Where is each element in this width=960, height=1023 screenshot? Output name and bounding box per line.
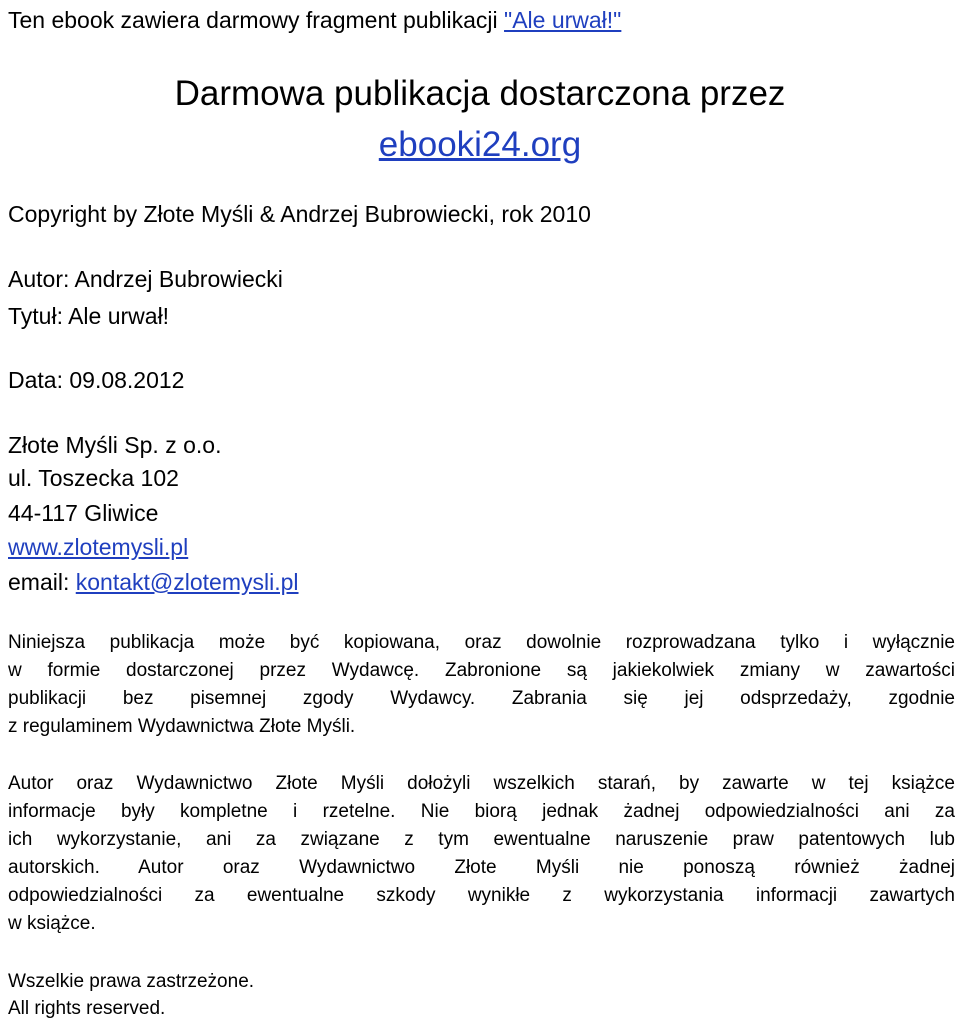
paragraph-line: w formie dostarczonej przez Wydawcę. Zabronione są jakiekolwiek zmiany w zawartości — [8, 660, 955, 681]
copyright-line: Copyright by Złote Myśli & Andrzej Bubrowiecki, rok 2010 — [8, 201, 591, 227]
rights-polish: Wszelkie prawa zastrzeżone. — [8, 971, 255, 992]
intro-text: Ten ebook zawiera darmowy fragment publikacji — [8, 7, 505, 33]
paragraph-line: autorskich. Autor oraz Wydawnictwo Złote Myśli nie ponoszą również żadnej — [8, 857, 955, 878]
paragraph-line: informacje były kompletne i rzetelne. Nie biorą jednak żadnej odpowiedzialności ani za — [8, 801, 955, 822]
liability-paragraph — [8, 770, 955, 938]
publication-title-link[interactable]: "Ale urwał!" — [504, 7, 622, 33]
paragraph-line: publikacji bez pisemnej zgody Wydawcy. Zabrania się jej odsprzedaży, zgodnie — [8, 688, 955, 709]
intro-line — [8, 9, 621, 32]
provider-line: Darmowa publikacja dostarczona przez — [174, 74, 786, 113]
paragraph-line: Autor oraz Wydawnictwo Złote Myśli dołożyli wszelkich starań, by zawarte w tej książce — [8, 773, 955, 794]
distribution-paragraph — [8, 629, 955, 741]
paragraph-line: Niniejsza publikacja może być kopiowana, oraz dowolnie rozprowadzana tylko i wyłącznie — [8, 632, 955, 653]
date-line: Data: 09.08.2012 — [8, 367, 185, 393]
paragraph-line: w książce. — [8, 913, 96, 934]
publisher-street: ul. Toszecka 102 — [8, 465, 179, 491]
publisher-website-row — [8, 536, 188, 559]
paragraph-line: ich wykorzystanie, ani za związane z tym ewentualne naruszenie praw patentowych lub — [8, 829, 955, 850]
publisher-email-row — [8, 571, 299, 594]
publisher-name: Złote Myśli Sp. z o.o. — [8, 432, 222, 458]
publisher-city: 44-117 Gliwice — [8, 500, 159, 526]
email-label: email: — [8, 569, 76, 595]
paragraph-line: odpowiedzialności za ewentualne szkody wynikłe z wykorzystania informacji zawartych — [8, 885, 955, 906]
provider-link-row — [0, 127, 960, 162]
title-line: Tytuł: Ale urwał! — [8, 303, 170, 329]
rights-english: All rights reserved. — [8, 998, 166, 1019]
paragraph-line: z regulaminem Wydawnictwa Złote Myśli. — [8, 716, 356, 737]
website-link[interactable]: www.zlotemysli.pl — [8, 534, 189, 560]
ebooki24-link[interactable]: ebooki24.org — [378, 125, 582, 164]
author-line: Autor: Andrzej Bubrowiecki — [8, 266, 283, 292]
email-link[interactable]: kontakt@zlotemysli.pl — [75, 569, 299, 595]
